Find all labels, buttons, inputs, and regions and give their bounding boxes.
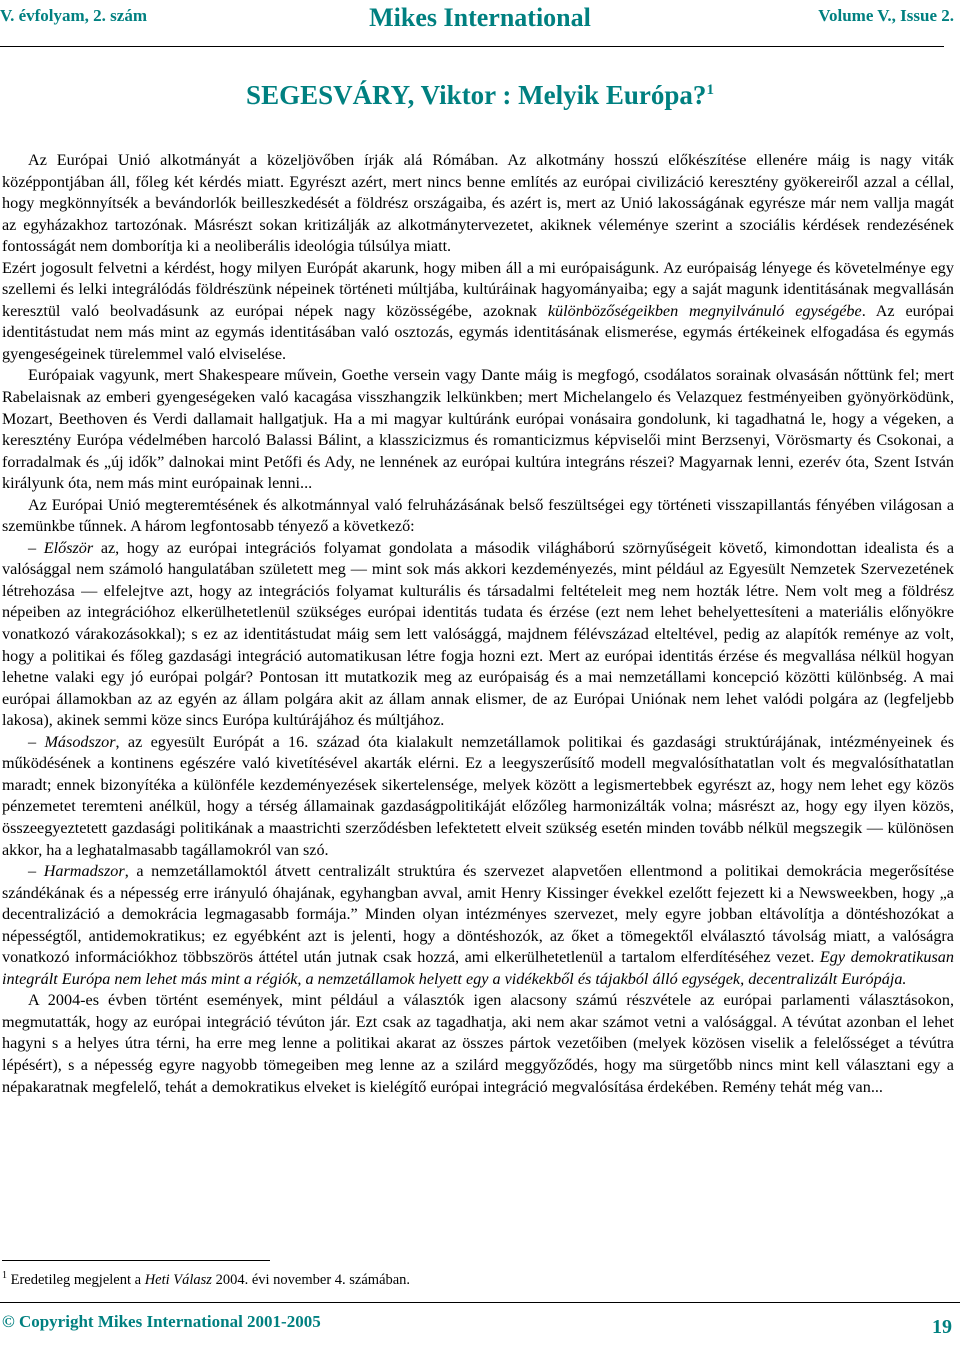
header-issue-en: Volume V., Issue 2. [818, 6, 954, 25]
footnote-text-b: 2004. évi november 4. számában. [211, 1272, 411, 1288]
paragraph-7-emphasis: Harmadszor [43, 862, 125, 881]
paragraph-5-emphasis: Először [43, 538, 94, 557]
article-body [2, 150, 954, 1098]
paragraph-7 [2, 861, 954, 990]
footnote-mark: 1 [2, 1270, 7, 1282]
paragraph-3: Európaiak vagyunk, mert Shakespeare művein, Goethe versein vagy Dante máig is megfogó, csodálatos sorainak olvasásán nőttünk fel; mert Rabelaisnak az emberi gyengeségeken való kacagása visszhangzik lelkünkben; mert Michelangelo és Velazquez festményeiben gyönyörködünk, Mozart, Beethoven és Verdi dallamait hallgatjuk. Ha a mi magyar kultúránk európai vonásaira gondolunk, ki tagadhatná le, hogy a végeken, a keresztény Európa védelmében harcoló Balassi Bálint, a klasszicizmus és romanticizmus képviselői mint Berzsenyi, Vörösmarty és Csokonai, a forradalmak és „új idők” dalnokai mint Petőfi és Ady, ne lennének az európai kultúra integráns részei? Magyarnak lenni, ezerév óta, Szent István királyunk óta, nem más mint európainak lenni... [2, 366, 954, 493]
footnote-divider [2, 1260, 270, 1261]
title-footnote-mark: 1 [706, 82, 714, 98]
footnote [2, 1272, 410, 1289]
paragraph-5-dash: – [28, 538, 44, 557]
paragraph-1: Az Európai Unió alkotmányát a közeljövőben írják alá Rómában. Az alkotmány hosszú előkészítése ellenére máig is nagy viták középpontjában áll, főleg két kérdés miatt. Egyrészt azért, mert nincs benne említés az európai civilizáció keresztény gyökereiről azzal a céllal, hogy megkönnyítsék a bevándorlók beilleszkedését a földrész országaiba, és azért is, mert az Unió lakosságának egyrésze már nem vallja magát az egyházakhoz tartozónak. Másrészt sokan kritizálják az alkotmánytervezetet, akiknek véleménye szerint a szociális kérdések rendezésének fontosságát nem domborítja ki a neoliberális ideológia túlsúlya miatt. [2, 151, 954, 256]
paragraph-6-text: , az egyesült Európát a 16. század óta kialakult nemzetállamok politikai és gazdasági struktúrájának, intézményeinek és működésének a kontinens egészére való kivetítésével akarták elérni. Ez a leegyszerűsítő modell megvalósíthatatlan volt és megvalósíthatatlan maradt; ennek bizonyítéka a különféle kezdeményezések sikertelensége, melyek között a legismertebbek egyrészt az, hogy nem lehet egy közös pénzemetet teremteni anélkül, hogy a térség államainak gazdaságpolitikáját előzőleg harmonizálták volna; másrészt az, hogy egy ilyen közös, összeegyeztetett gazdasági politikának a maastrichti szerződésben lefektetett elveit szükség esetén minden tovább nélkül megszegik — különösen akkor, ha a leghatalmasabb tagállamokról van szó. [2, 732, 955, 859]
footer-copyright: © Copyright Mikes International 2001-2005 [2, 1312, 321, 1331]
paragraph-5 [2, 538, 954, 732]
paragraph-2-emphasis: különbözőségeikben megnyilvánuló egységébe [547, 301, 862, 320]
header-issue-hu: V. évfolyam, 2. szám [0, 6, 147, 25]
page-number: 19 [932, 1316, 952, 1338]
article-title-text: SEGESVÁRY, Viktor : Melyik Európa? [246, 80, 707, 110]
paragraph-7-text: , a nemzetállamoktól átvett centralizált struktúra és szervezet alapvetően ellentmond a politikai demokrácia megerősítése szándékának és a népesség erre irányuló óhajának, egyhangban avval, amit Henry Kissinger évekkel ezelőtt fejezett ki a Newsweekben, hogy „a decentralizáció a demokrácia legmagasabb formája.” Minden olyan intézményes szervezet, mely egyre jobban eltávolítja a döntéshozókat a népességtől, antidemokratikus; ez egyébként azt is jelenti, hogy a döntéshozók, az őket a tömegektől elválasztó távolság miatt, a valóságra vonatkozó információkhoz többszörös áttétel után jutnak csak hozzá, ami elkerülhetetlenül a tartalom elferdítéséhez vezet. [2, 862, 955, 967]
paragraph-2-text-a: Ezért jogosult felvetni a kérdést, hogy milyen Európát akarunk, hogy miben áll a mi európaiságunk. Az európaiság lényege és követelménye egy szellemi és lelki integrálódás földrészünk népeinek történeti múltjába, kultúráinak hagyományaiba; egy a saját magunk identitásának megvallásán keresztül való beolvadásunk az európai népek nagy közösségébe, azoknak [2, 258, 954, 320]
header-publication: Mikes International [369, 3, 591, 32]
paragraph-6 [2, 732, 954, 861]
header-divider [0, 46, 944, 47]
paragraph-7-dash: – [28, 862, 44, 881]
paragraph-2 [2, 258, 954, 366]
footer-divider [0, 1302, 960, 1303]
paragraph-4: Az Európai Unió megteremtésének és alkotmánnyal való felruházásának belső feszültségei egy történeti visszapillantás fényében világosan a szemünkbe tűnnek. A három legfontosabb tényező a következő: [2, 495, 954, 536]
paragraph-6-emphasis: Másodszor [44, 732, 116, 751]
paragraph-2-text-b: . Az európai identitástudat nem más mint az egymás identitásában való osztozás, egymás identitásának elismerése, egymás értékeinek elfogadása és egymás gyengeségeinek türelemmel való elviselése. [2, 301, 954, 363]
paragraph-7-emphasis-2: Egy demokratikusan integrált Európa nem lehet más mint a régiók, a nemzetállamok helyett egy a vidékekből és tájakból álló egységek, decentralizált Európája. [2, 948, 954, 988]
footnote-text-a: Eredetileg megjelent a [7, 1272, 145, 1288]
footnote-source: Heti Válasz [144, 1272, 212, 1288]
paragraph-5-text: az, hogy az európai integrációs folyamat gondolata a második világháború szörnyűségeit követő, kimondottan idealista és a valósággal nem számoló hangulatában született meg — mint sok más akkori kezdeményezés, mint például az Egyesült Nemzetek Szervezetének létrehozása — elfelejtve azt, hogy az integrációs folyamat kulturális és társadalmi feltételeit meg nem hozták létre. Nem volt meg a földrész népeiben az integrációhoz elkerülhetetlenül szükséges európai identitás tudata és érzése (ezt nem lehet behelyettesíteni a materiális előnyökre vonatkozó várakozásokkal); s ez az identitástudat máig sem lett valósággá, majdnem félévszázad elteltével, pedig az alapítók reménye az volt, hogy a politikai és főleg gazdasági integráció automatikusan létre fogja hozni ezt. Mert az európai identitás érzése és megvallása nélkül hogyan lehetne valaki egy jó európai polgár? Pontosan itt mutatkozik meg az európaiság és a mai nemzetállami koncepció közötti különbség. A mai európai államokban az az egyén az állam polgára akit az állam annak elismer, de az Európai Uniónak nem lehet valódi polgára az (legfeljebb lakosa), akinek semmi köze sincs Európa kultúrájához és múltjához. [2, 538, 955, 730]
paragraph-6-dash: – [28, 732, 45, 751]
article-title [0, 80, 960, 111]
paragraph-8: A 2004-es évben történt események, mint például a választók igen alacsony számú részvétele az európai parlamenti választásokon, megmutatták, hogy az európai integráció tévúton jár. Ezt csak az tagadhatja, aki nem akar számot vetni a valósággal. A tévútat azonban el lehet hagyni s a helyes útra térni, ha erre meg lenne a politikai akarat az összes pártok vezetőiben (melyek közösen viselik a felelősséget a tévútra lépésért), s a népesség egyre nagyobb tömegeiben meg lenne az a szilárd meggyőződés, hogy ma sürgetőbb nincs mint kell választani egy a népakaratnak megfelelő, tehát a demokratikus elveket is kielégítő európai integráció megvalósítása érdekében. Remény tehát még van... [2, 991, 954, 1096]
